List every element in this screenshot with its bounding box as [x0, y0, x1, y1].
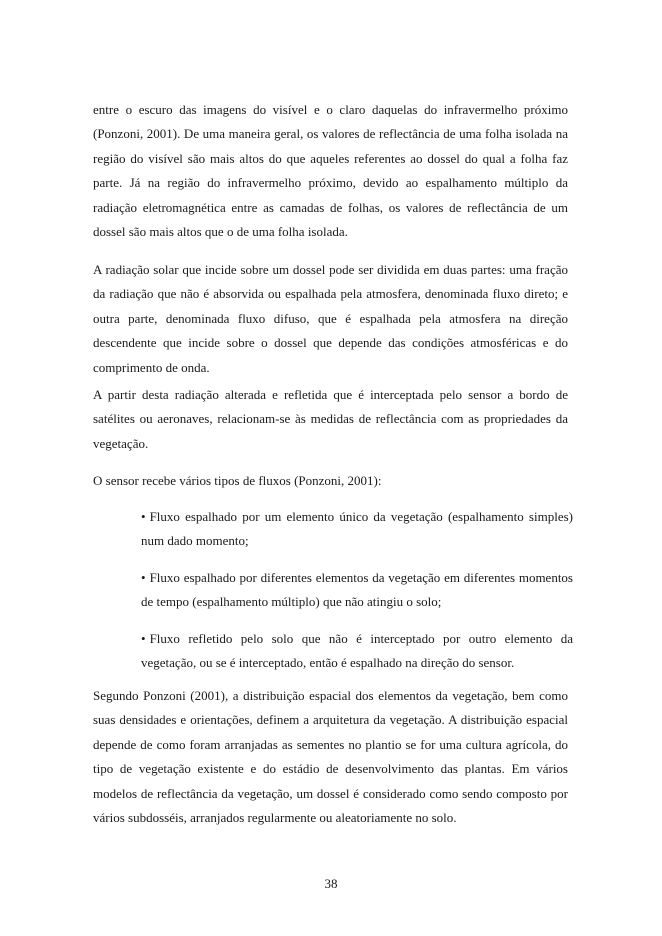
bullet-icon: •	[141, 509, 146, 524]
list-item	[141, 627, 573, 676]
bullet-list	[141, 505, 573, 687]
bullet-icon: •	[141, 569, 146, 585]
page-number: 38	[324, 876, 338, 891]
list-item	[141, 505, 573, 554]
body-paragraph: entre o escuro das imagens do visível e o claro daquelas do infravermelho próximo (Ponzoni, 2001). De uma maneira geral, os valores de reflectância de uma folha isolada na região do visível são mais altos do que aqueles referentes ao dossel do qual a folha faz parte. Já na região do infravermelho próximo, devido ao espalhamento múltiplo da radiação eletromagnética entre as camadas de folhas, os valores de reflectância de um dossel são mais altos que o de uma folha isolada.	[93, 102, 568, 240]
body-paragraph: O sensor recebe vários tipos de fluxos (Ponzoni, 2001):	[93, 473, 382, 488]
list-item-text: Fluxo refletido pelo solo que não é interceptado por outro elemento da vegetação, ou se é interceptado, então é espalhado na direção do sensor.	[141, 630, 573, 671]
body-paragraph: A partir desta radiação alterada e refletida que é interceptada pelo sensor a bordo de satélites ou aeronaves, relacionam-se às medidas de reflectância com as propriedades da vegetação.	[93, 387, 568, 451]
list-item-text: Fluxo espalhado por um elemento único da vegetação (espalhamento simples) num dado momento;	[141, 509, 573, 549]
body-paragraph: A radiação solar que incide sobre um dossel pode ser dividida em duas partes: uma fração da radiação que não é absorvida ou espalhada pela atmosfera, denominada fluxo direto; e outra parte, denominada fluxo difuso, que é espalhada pela atmosfera na direção descendente que incide sobre o dossel que depende das condições atmosféricas e do comprimento de onda.	[93, 262, 568, 375]
bullet-icon: •	[141, 630, 146, 646]
list-item	[141, 566, 573, 615]
body-paragraph: Segundo Ponzoni (2001), a distribuição espacial dos elementos da vegetação, bem como suas densidades e orientações, definem a arquitetura da vegetação. A distribuição espacial depende de como foram arranjadas as sementes no plantio se for uma cultura agrícola, do tipo de vegetação existente e do estádio de desenvolvimento das plantas. Em vários modelos de reflectância da vegetação, um dossel é considerado como sendo composto por vários subdosséis, arranjados regularmente ou aleatoriamente no solo.	[93, 688, 568, 826]
list-item-text: Fluxo espalhado por diferentes elementos da vegetação em diferentes momentos de tempo (espalhamento múltiplo) que não atingiu o solo;	[141, 569, 573, 610]
